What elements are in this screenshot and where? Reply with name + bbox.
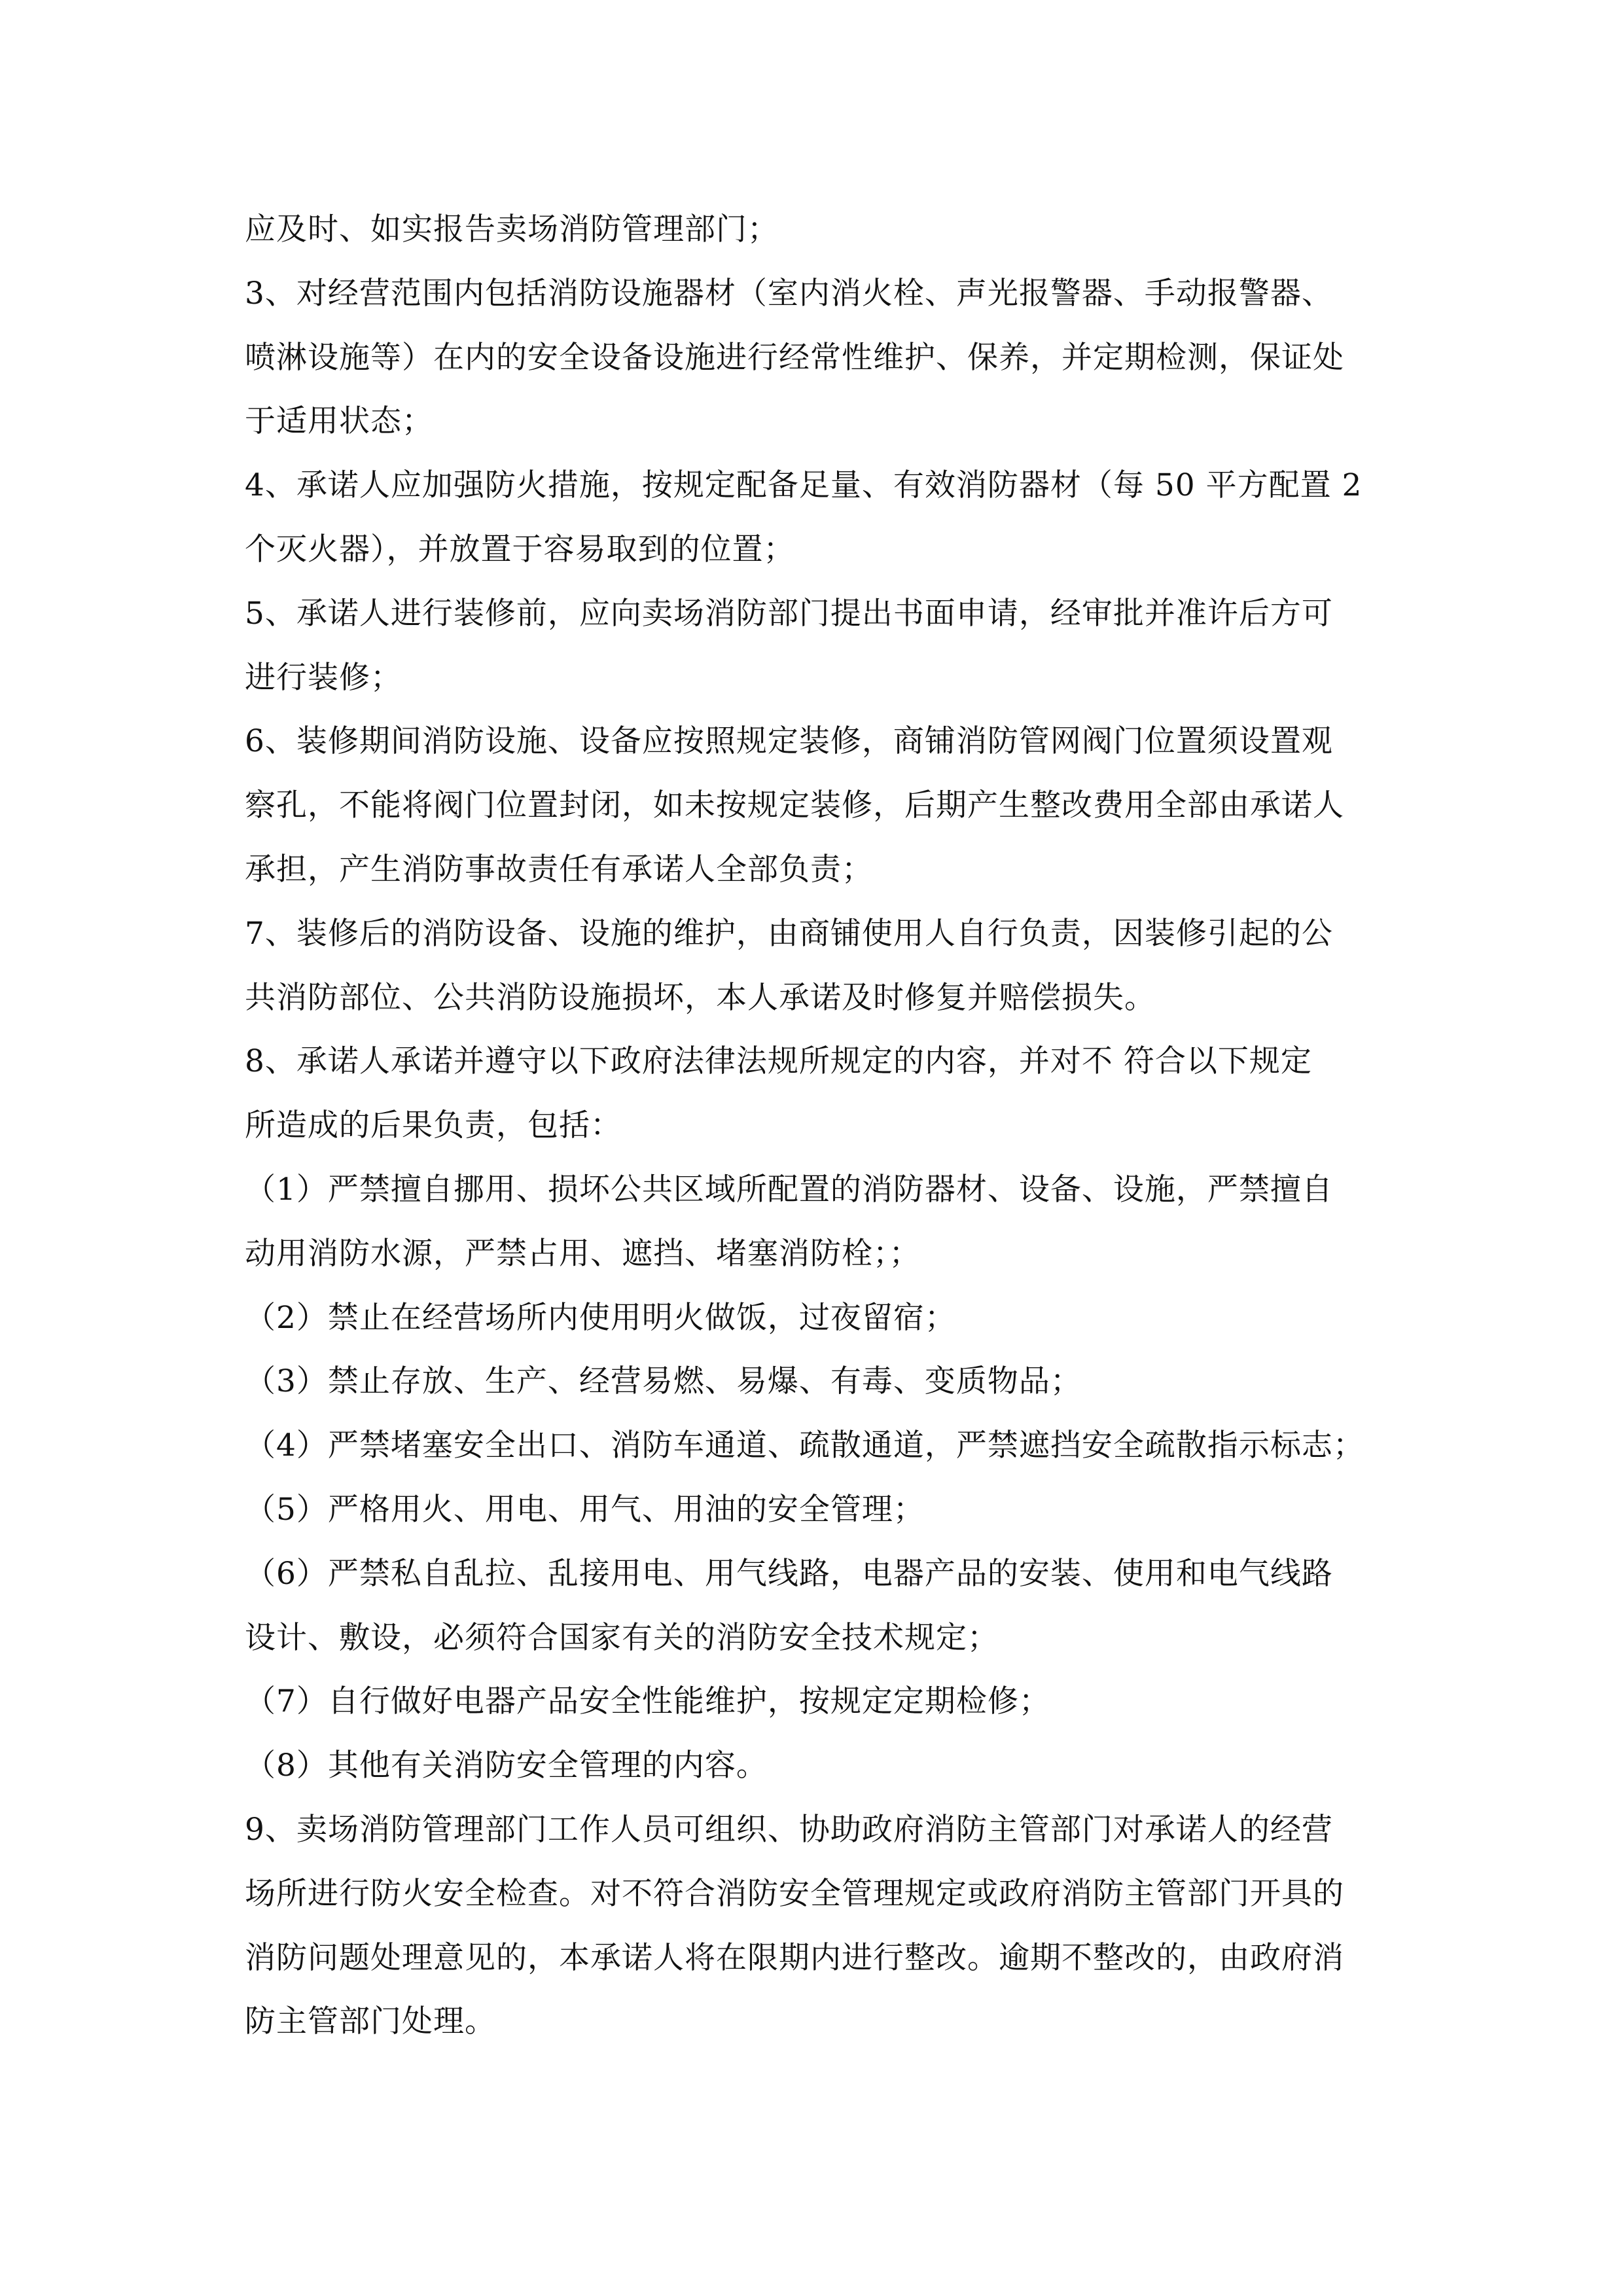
text-line: 防主管部门处理。: [245, 2003, 496, 2040]
text-line: 6、装修期间消防设施、设备应按照规定装修，商铺消防管网阀门位置须设置观: [245, 723, 1333, 760]
text-line: 3、对经营范围内包括消防设施器材（室内消火栓、声光报警器、手动报警器、: [245, 275, 1333, 312]
text-line: 设计、敷设，必须符合国家有关的消防安全技术规定；: [245, 1619, 999, 1656]
text-line: 进行装修；: [245, 659, 402, 696]
document-body: [245, 198, 1397, 2054]
text-line: （8）其他有关消防安全管理的内容。: [245, 1748, 768, 1784]
text-line: 9、卖场消防管理部门工作人员可组织、协助政府消防主管部门对承诺人的经营: [245, 1811, 1333, 1848]
text-line: 个灭火器），并放置于容易取到的位置；: [245, 531, 795, 567]
text-line: 于适用状态；: [245, 403, 433, 440]
text-line: 承担，产生消防事故责任有承诺人全部负责；: [245, 851, 873, 888]
text-line: 喷淋设施等）在内的安全设备设施进行经常性维护、保养，并定期检测，保证处: [245, 339, 1344, 376]
text-line: （2）禁止在经营场所内使用明火做饭，过夜留宿；: [245, 1299, 956, 1336]
text-line: （1）严禁擅自挪用、损坏公共区域所配置的消防器材、设备、设施，严禁擅自: [245, 1171, 1333, 1208]
text-line: 消防问题处理意见的，本承诺人将在限期内进行整改。逾期不整改的，由政府消: [245, 1939, 1344, 1976]
text-line: 5、承诺人进行装修前，应向卖场消防部门提出书面申请，经审批并准许后方可: [245, 595, 1333, 632]
text-line: 4、承诺人应加强防火措施，按规定配备足量、有效消防器材（每 50 平方配置 2: [245, 467, 1363, 504]
text-line: 场所进行防火安全检查。对不符合消防安全管理规定或政府消防主管部门开具的: [245, 1875, 1344, 1912]
text-line: （6）严禁私自乱拉、乱接用电、用气线路，电器产品的安装、使用和电气线路: [245, 1555, 1333, 1592]
text-line: （7）自行做好电器产品安全性能维护，按规定定期检修；: [245, 1683, 1050, 1720]
text-line: （4）严禁堵塞安全出口、消防车通道、疏散通道，严禁遮挡安全疏散指示标志；: [245, 1427, 1364, 1464]
text-line: （5）严格用火、用电、用气、用油的安全管理；: [245, 1491, 925, 1528]
text-line: 共消防部位、公共消防设施损坏，本人承诺及时修复并赔偿损失。: [245, 979, 1156, 1016]
text-line: 8、承诺人承诺并遵守以下政府法律法规所规定的内容，并对不 符合以下规定: [245, 1043, 1312, 1080]
text-line: 应及时、如实报告卖场消防管理部门；: [245, 211, 779, 247]
text-line: 所造成的后果负责，包括：: [245, 1107, 622, 1144]
text-line: 7、装修后的消防设备、设施的维护，由商铺使用人自行负责，因装修引起的公: [245, 915, 1333, 952]
text-line: 动用消防水源，严禁占用、遮挡、堵塞消防栓；；: [245, 1235, 921, 1272]
text-line: 察孔，不能将阀门位置封闭，如未按规定装修，后期产生整改费用全部由承诺人: [245, 787, 1344, 824]
text-line: （3）禁止存放、生产、经营易燃、易爆、有毒、变质物品；: [245, 1363, 1082, 1400]
